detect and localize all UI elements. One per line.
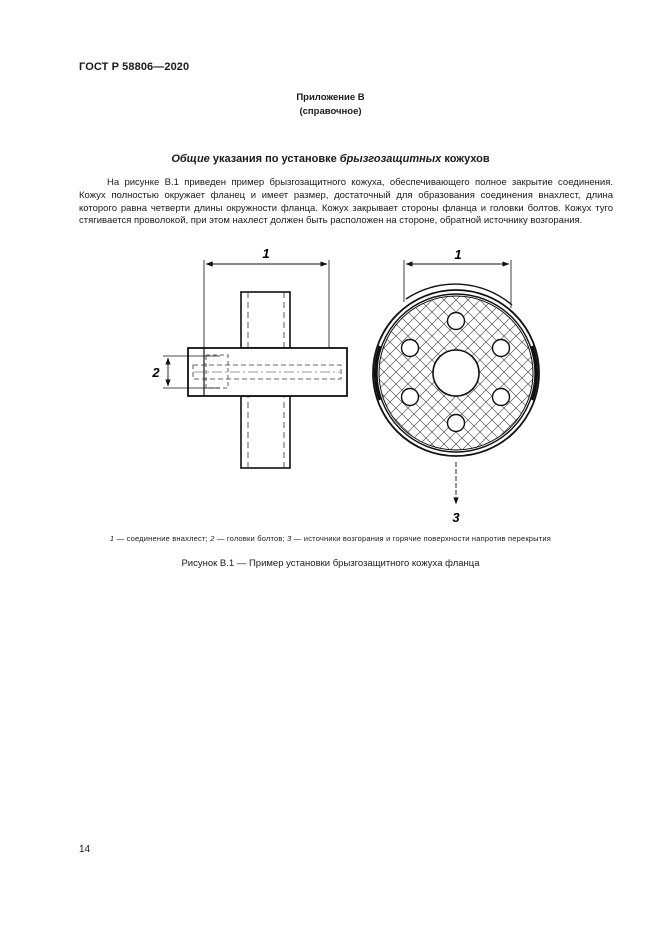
side-view-drawing — [163, 260, 347, 468]
legend-t3: — источники возгорания и горячие поверхности напротив перекрытия — [291, 534, 552, 543]
legend-n1: 1 — [109, 534, 115, 543]
figure-legend — [0, 534, 661, 543]
appendix-title: Приложение В — [296, 92, 365, 103]
legend-t1: — соединение внахлест; — [114, 534, 211, 543]
standard-id: ГОСТ Р 58806—2020 — [79, 61, 190, 73]
section-title-part1: Общие — [171, 153, 210, 165]
section-title-part4: кожухов — [441, 153, 490, 165]
legend-n3: 3 — [287, 534, 292, 543]
callout-1-side: 1 — [262, 246, 270, 261]
legend-n2: 2 — [210, 534, 215, 543]
figure-caption: Рисунок В.1 — Пример установки брызгозащитного кожуха фланца — [181, 558, 480, 569]
figure-flange-cover — [0, 240, 661, 530]
body-paragraph: На рисунке В.1 приведен пример брызгозащитного кожуха, обеспечивающего полное закрытие соединения. Кожух полностью окружает фланец и имеет размер, достаточный для образования соединения внахлест, длина которого равна четверти длины окружности фланца. Кожух закрывает стороны фланца и головки болтов. Кожух туго стягивается проволокой, при этом нахлест должен быть расположен на стороне, обратной источнику возгорания. — [79, 177, 613, 227]
callout-2: 2 — [152, 365, 160, 380]
legend-t2: — головки болтов; — [214, 534, 288, 543]
page-number: 14 — [79, 844, 91, 855]
appendix-heading — [0, 91, 661, 119]
appendix-note: (справочное) — [299, 106, 362, 117]
body-paragraph-block — [79, 177, 613, 228]
section-title-part3: брызгозащитных — [339, 153, 442, 165]
section-title-part2: указания по установке — [209, 153, 340, 165]
section-title — [0, 153, 661, 165]
callout-3: 3 — [452, 510, 460, 525]
front-view-drawing — [373, 260, 539, 504]
callout-1-front: 1 — [454, 247, 462, 262]
